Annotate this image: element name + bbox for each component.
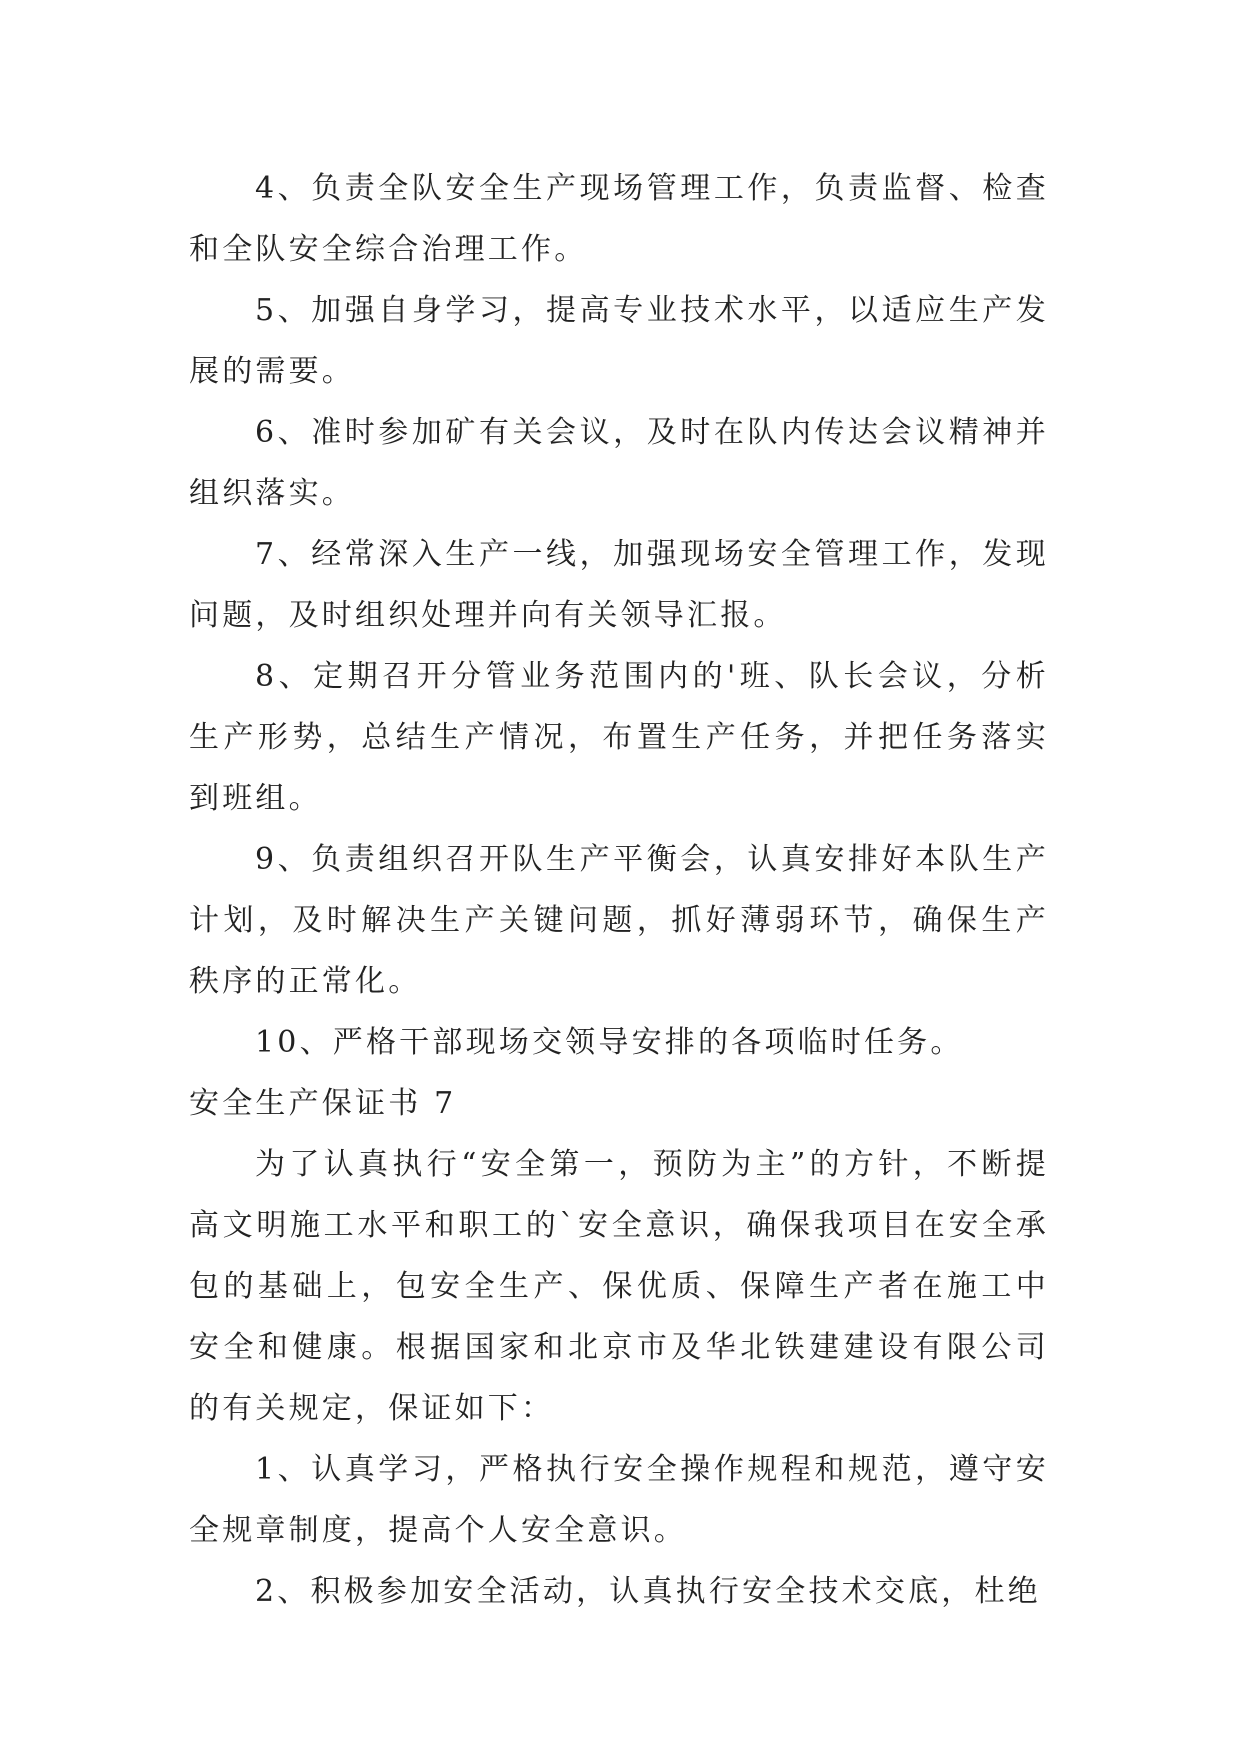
paragraph-item-5: 5、加强自身学习，提高专业技术水平，以适应生产发展的需要。 xyxy=(189,293,1049,389)
paragraph-item-6: 6、准时参加矿有关会议，及时在队内传达会议精神并组织落实。 xyxy=(189,415,1049,511)
paragraph-item-7: 7、经常深入生产一线，加强现场安全管理工作，发现问题，及时组织处理并向有关领导汇报。 xyxy=(189,537,1049,633)
guarantee-item-2: 2、积极参加安全活动，认真执行安全技术交底，杜绝 xyxy=(255,1574,1041,1609)
paragraph-item-8: 8、定期召开分管业务范围内的'班、队长会议，分析生产形势，总结生产情况，布置生产任务，并把任务落实到班组。 xyxy=(189,659,1049,816)
intro-paragraph: 为了认真执行“安全第一，预防为主”的方针，不断提高文明施工水平和职工的`安全意识，确保我项目在安全承包的基础上，包安全生产、保优质、保障生产者在施工中安全和健康。根据国家和北京市及华北铁建建设有限公司的有关规定，保证如下： xyxy=(189,1147,1049,1426)
paragraph-item-10: 10、严格干部现场交领导安排的各项临时任务。 xyxy=(255,1025,964,1060)
section-heading: 安全生产保证书 7 xyxy=(189,1086,457,1121)
guarantee-item-1: 1、认真学习，严格执行安全操作规程和规范，遵守安全规章制度，提高个人安全意识。 xyxy=(189,1452,1049,1548)
document-body xyxy=(189,158,1049,1622)
paragraph-item-9: 9、负责组织召开队生产平衡会，认真安排好本队生产计划，及时解决生产关键问题，抓好薄弱环节，确保生产秩序的正常化。 xyxy=(189,842,1049,999)
paragraph-item-4: 4、负责全队安全生产现场管理工作，负责监督、检查和全队安全综合治理工作。 xyxy=(189,171,1049,267)
